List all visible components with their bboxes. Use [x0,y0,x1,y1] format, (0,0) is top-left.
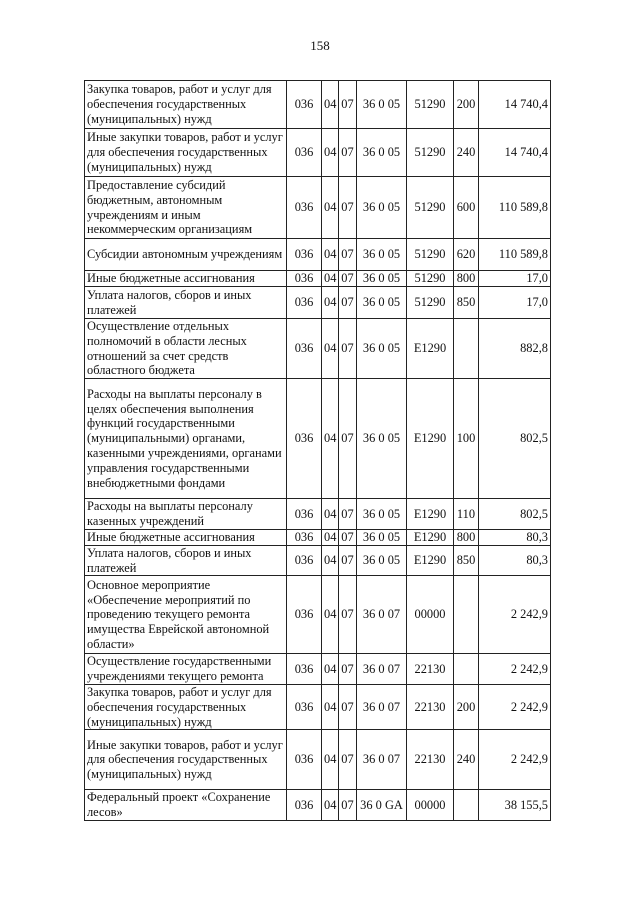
ministry-code: 036 [287,287,322,319]
table-row [85,239,551,271]
section-code: 04 [322,271,339,287]
table-row [85,319,551,379]
direction-code: 00000 [407,576,454,654]
row-amount: 14 740,4 [479,81,551,129]
ministry-code: 036 [287,379,322,499]
row-amount: 17,0 [479,287,551,319]
program-code: 36 0 05 [357,499,407,530]
subsection-code: 07 [339,499,357,530]
section-code: 04 [322,499,339,530]
direction-code: 51290 [407,287,454,319]
row-amount: 802,5 [479,379,551,499]
direction-code: E1290 [407,499,454,530]
direction-code: 22130 [407,684,454,729]
section-code: 04 [322,177,339,239]
expense-type-code: 240 [454,730,479,790]
row-amount: 2 242,9 [479,576,551,654]
row-name: Иные бюджетные ассигнования [85,529,287,545]
subsection-code: 07 [339,379,357,499]
row-amount: 80,3 [479,545,551,576]
table-row [85,81,551,129]
table-row [85,576,551,654]
page-number: 158 [310,38,330,53]
table-row [85,129,551,177]
row-name: Иные бюджетные ассигнования [85,271,287,287]
program-code: 36 0 07 [357,654,407,685]
section-code: 04 [322,545,339,576]
program-code: 36 0 05 [357,239,407,271]
subsection-code: 07 [339,790,357,821]
expense-type-code: 110 [454,499,479,530]
program-code: 36 0 05 [357,379,407,499]
program-code: 36 0 05 [357,177,407,239]
row-name: Закупка товаров, работ и услуг для обеспечения государственных (муниципальных) нужд [85,684,287,729]
ministry-code: 036 [287,654,322,685]
row-amount: 38 155,5 [479,790,551,821]
subsection-code: 07 [339,319,357,379]
section-code: 04 [322,319,339,379]
expense-type-code: 620 [454,239,479,271]
table-row [85,545,551,576]
table-row [85,529,551,545]
direction-code: 00000 [407,790,454,821]
row-amount: 2 242,9 [479,684,551,729]
program-code: 36 0 07 [357,684,407,729]
row-amount: 882,8 [479,319,551,379]
budget-table [84,80,551,821]
program-code: 36 0 07 [357,576,407,654]
row-name: Осуществление отдельных полномочий в области лесных отношений за счет средств областного бюджета [85,319,287,379]
direction-code: E1290 [407,529,454,545]
expense-type-code [454,654,479,685]
program-code: 36 0 05 [357,129,407,177]
direction-code: E1290 [407,379,454,499]
row-name: Расходы на выплаты персоналу в целях обеспечения выполнения функций государственными (муниципальными) органами, казенными учреждениями, органами управления государственными внебюджетными фондами [85,379,287,499]
row-name: Федеральный проект «Сохранение лесов» [85,790,287,821]
row-name: Иные закупки товаров, работ и услуг для обеспечения государственных (муниципальных) нужд [85,730,287,790]
subsection-code: 07 [339,684,357,729]
expense-type-code [454,576,479,654]
direction-code: 51290 [407,239,454,271]
direction-code: 51290 [407,81,454,129]
ministry-code: 036 [287,271,322,287]
row-name: Основное мероприятие «Обеспечение мероприятий по проведению текущего ремонта имущества Еврейской автономной области» [85,576,287,654]
ministry-code: 036 [287,529,322,545]
expense-type-code: 850 [454,545,479,576]
row-amount: 110 589,8 [479,239,551,271]
direction-code: 22130 [407,654,454,685]
expense-type-code: 100 [454,379,479,499]
row-name: Уплата налогов, сборов и иных платежей [85,545,287,576]
row-amount: 17,0 [479,271,551,287]
expense-type-code: 200 [454,684,479,729]
row-amount: 2 242,9 [479,654,551,685]
section-code: 04 [322,379,339,499]
table-row [85,177,551,239]
row-name: Субсидии автономным учреждениям [85,239,287,271]
table-row [85,287,551,319]
table-row [85,654,551,685]
direction-code: 51290 [407,177,454,239]
section-code: 04 [322,239,339,271]
row-name: Уплата налогов, сборов и иных платежей [85,287,287,319]
program-code: 36 0 07 [357,730,407,790]
ministry-code: 036 [287,576,322,654]
direction-code: 22130 [407,730,454,790]
section-code: 04 [322,790,339,821]
expense-type-code: 850 [454,287,479,319]
section-code: 04 [322,81,339,129]
expense-type-code [454,319,479,379]
ministry-code: 036 [287,499,322,530]
subsection-code: 07 [339,730,357,790]
ministry-code: 036 [287,790,322,821]
table-row [85,499,551,530]
row-name: Закупка товаров, работ и услуг для обеспечения государственных (муниципальных) нужд [85,81,287,129]
expense-type-code: 800 [454,271,479,287]
section-code: 04 [322,529,339,545]
section-code: 04 [322,684,339,729]
row-amount: 14 740,4 [479,129,551,177]
expense-type-code: 240 [454,129,479,177]
direction-code: E1290 [407,545,454,576]
subsection-code: 07 [339,81,357,129]
subsection-code: 07 [339,654,357,685]
program-code: 36 0 05 [357,81,407,129]
subsection-code: 07 [339,129,357,177]
ministry-code: 036 [287,129,322,177]
table-row [85,379,551,499]
subsection-code: 07 [339,529,357,545]
program-code: 36 0 05 [357,545,407,576]
section-code: 04 [322,730,339,790]
section-code: 04 [322,287,339,319]
ministry-code: 036 [287,319,322,379]
subsection-code: 07 [339,239,357,271]
expense-type-code: 200 [454,81,479,129]
program-code: 36 0 05 [357,319,407,379]
expense-type-code: 600 [454,177,479,239]
section-code: 04 [322,654,339,685]
row-name: Осуществление государственными учреждениями текущего ремонта [85,654,287,685]
direction-code: 51290 [407,271,454,287]
row-amount: 80,3 [479,529,551,545]
subsection-code: 07 [339,271,357,287]
program-code: 36 0 GA [357,790,407,821]
program-code: 36 0 05 [357,271,407,287]
section-code: 04 [322,129,339,177]
row-name: Предоставление субсидий бюджетным, автономным учреждениям и иным некоммерческим организациям [85,177,287,239]
table-row [85,271,551,287]
subsection-code: 07 [339,177,357,239]
table-row [85,790,551,821]
expense-type-code: 800 [454,529,479,545]
subsection-code: 07 [339,545,357,576]
row-name: Иные закупки товаров, работ и услуг для обеспечения государственных (муниципальных) нужд [85,129,287,177]
row-name: Расходы на выплаты персоналу казенных учреждений [85,499,287,530]
expense-type-code [454,790,479,821]
program-code: 36 0 05 [357,529,407,545]
ministry-code: 036 [287,177,322,239]
ministry-code: 036 [287,545,322,576]
subsection-code: 07 [339,287,357,319]
section-code: 04 [322,576,339,654]
direction-code: E1290 [407,319,454,379]
program-code: 36 0 05 [357,287,407,319]
row-amount: 2 242,9 [479,730,551,790]
ministry-code: 036 [287,684,322,729]
ministry-code: 036 [287,239,322,271]
subsection-code: 07 [339,576,357,654]
row-amount: 802,5 [479,499,551,530]
row-amount: 110 589,8 [479,177,551,239]
table-row [85,684,551,729]
ministry-code: 036 [287,730,322,790]
direction-code: 51290 [407,129,454,177]
table-row [85,730,551,790]
ministry-code: 036 [287,81,322,129]
